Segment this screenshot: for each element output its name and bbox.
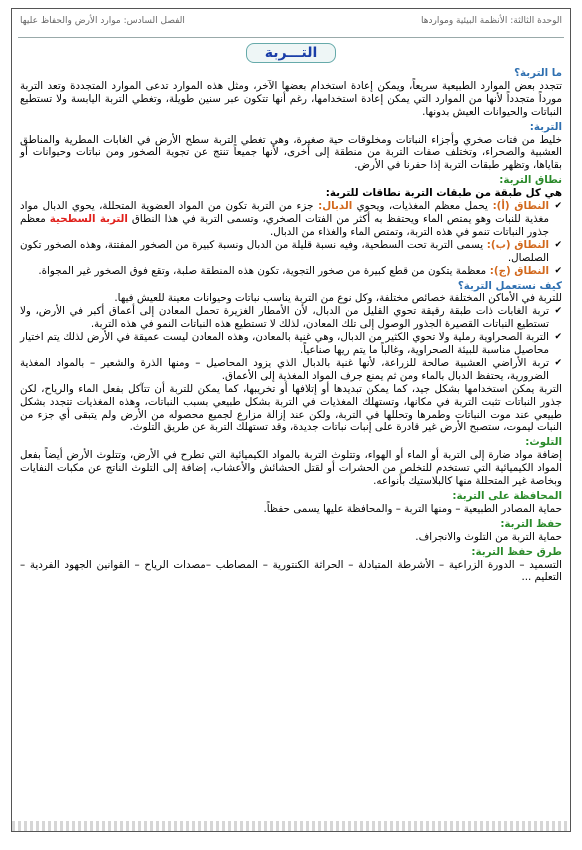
zones-intro: هي كل طبقة من طبقات التربة نطاقات للتربة: bbox=[325, 187, 562, 200]
pollution-text: إضافة مواد ضارة إلى التربة أو الماء أو الهواء، وتتلوث التربة بالمواد الكيميائية التي تطرح في الأرض، وتتلوث الأرض أيضاً بفعل المواد الكيميائية التي تستخدم للتخلص من الحشرات أو لقتل الحشائش والأعشاب، إضافة إلى التلوث الناتج عن مكبات النفايات وبخاصة غير المتحللة منها كالبلاستيك بأنواعه. bbox=[20, 449, 562, 488]
zone-a-text1: يحمل معظم المغذيات، ويحوي bbox=[352, 200, 488, 213]
list-item bbox=[20, 239, 562, 265]
soil-heading: التربة: bbox=[529, 120, 562, 133]
methods-heading: طرق حفظ التربة: bbox=[471, 545, 562, 558]
topsoil-term: التربة السطحية bbox=[49, 212, 128, 225]
usage-list bbox=[20, 305, 562, 382]
title-box bbox=[12, 42, 570, 63]
zones-heading: نطاق التربة: bbox=[499, 174, 562, 187]
what-is-text: تتجدد بعض الموارد الطبيعية سريعاً، ويمكن إعادة استخدام بعضها الآخر، ومثل هذه الموارد تدعى الموارد المتجددة وتعد التربة مورداً متجدداً لأنها من الموارد التي يمكن إعادة استخدامها، رغم أنها تتكون عبر سنين طويلة، وتغطي التربة اليابسة ولا تستطيع النباتات والحيوانات العيش بدونها. bbox=[20, 79, 562, 118]
zone-a-label: النطاق (أ): bbox=[487, 200, 549, 213]
page-header bbox=[18, 13, 564, 38]
page-title: التـــربة bbox=[246, 43, 337, 63]
unit-title: الوحدة الثالثة: الأنظمة البيئية ومواردها bbox=[421, 16, 562, 26]
worksheet-page bbox=[11, 8, 571, 832]
border-ornament bbox=[12, 821, 570, 831]
conservation-heading: حفظ التربة: bbox=[500, 517, 562, 530]
zone-b-text: يسمى التربة تحت السطحية، وفيه نسبة قليلة من الدبال ونسبة كبيرة من الصخور المفتتة، وهذه الصخور تكون الصلصال. bbox=[20, 238, 549, 264]
list-item bbox=[20, 265, 562, 278]
humus-term: الدبال: bbox=[313, 200, 353, 213]
zone-a-text2: جزء من التربة تكون من المواد العضوية المتحللة، يحوي الدبال مواد مغذية للنبات وهو يمتص الماء ويحتفظ به أكثر من الفتات الصخري، وتسمى التربة في هذا النطاق bbox=[20, 200, 549, 225]
pollution-heading: التلوث: bbox=[525, 436, 562, 449]
zones-list bbox=[20, 200, 562, 277]
usage-heading: كيف نستعمل التربة؟ bbox=[457, 279, 562, 292]
list-item: ✔ التربة الصحراوية رملية ولا تحوي الكثير من الدبال، وهي غنية بالمعادن، وهذه المعادن ليست عميقة في الأرض لذلك يتم اختيار محاصيل مناسبة للبيئة الصحراوية، وغالباً ما يتم ريها صناعياً. bbox=[20, 331, 562, 357]
list-item bbox=[20, 200, 562, 239]
content bbox=[12, 67, 570, 584]
zone-a-text3: معظم جذور النباتات تنمو في هذه التربة، وتمتص الماء والغذاء من الدبال. bbox=[20, 212, 549, 238]
list-item: ✔ تربة الأراضي العشبية صالحة للزراعة، لأنها غنية بالدبال الذي يزود المحاصيل – ومنها الذرة والشعير – بالمواد المغذية الضرورية، يحتفظ الدبال بالماء ومن ثم يمنع جرف المواد المغذية إلى الأعماق. bbox=[20, 357, 562, 383]
zone-c-label: النطاق (ج): bbox=[486, 264, 549, 277]
soil-text: خليط من فتات صخري وأجزاء النباتات ومخلوقات حية صغيرة، وهي تغطي التربة سطح الأرض في الغابات المطرية والمناطق العشبية والصحراء، وتختلف صفات التربة من منطقة إلى أخرى، لأنها جميعاً تنتج عن تجوية الصخور ومن نباتات وحيوانات أو بقاياها، وتظهر طبقات التربة إذا حفرنا في الأرض. bbox=[20, 133, 562, 172]
preserve-text: حماية المصادر الطبيعية – ومنها التربة – والمحافظة عليها يسمى حفظاً. bbox=[263, 502, 562, 515]
chapter-title: الفصل السادس: موارد الأرض والحفاظ عليها bbox=[20, 16, 185, 26]
usage-text: التربة يمكن استخدامها بشكل جيد، كما يمكن تبديدها أو إتلافها أو تخريبها، كما يمكن للتربة أن تتآكل بفعل الماء والرياح، لكن جذور النباتات تثبت التربة في مكانها، وتستهلك المغذيات في التربة بشكل طبيعي بسبب النباتات، وهذه المغذيات تتجدد بشكل طبيعي عند موت النباتات وطمرها وتحللها في التربة، ولكن عند إزالة مزارع لجميع محصوله من الأرض ولم يتبقى أي جزء من النبات ليموت، ستصبح الأرض غير قادرة على إنبات نباتات جديدة، وقد تستهلك التربة عن طريق التلوث. bbox=[20, 382, 562, 434]
conservation-text: حماية التربة من التلوث والانجراف. bbox=[415, 530, 562, 543]
list-item: ✔ تربة الغابات ذات طبقة رقيقة تحوي القليل من الدبال، لأن الأمطار الغزيرة تحمل المعادن إلى أعماق أكبر في الأرض، ولا تستطيع النباتات القصيرة الجذور الوصول إلى تلك المعادن، لذلك لا تستطيع هذه النباتات النمو في هذه التربة. bbox=[20, 305, 562, 331]
what-is-heading: ما التربة؟ bbox=[514, 67, 562, 79]
usage-intro: للتربة في الأماكن المختلفة خصائص مختلفة، وكل نوع من التربة يناسب نباتات وحيوانات معينة للعيش فيها. bbox=[114, 292, 562, 305]
zone-c-text: معظمة يتكون من قطع كبيرة من صخور التجوية، تكون هذه المنطقة صلبة، وتقع فوق الصخور غير المجواة. bbox=[38, 264, 487, 277]
zone-b-label: النطاق (ب): bbox=[483, 238, 549, 251]
methods-text: التسميد – الدورة الزراعية – الأشرطة المتبادلة – الحراثة الكنتورية – المصاطب –مصدات الرياح – القوانين الجهود الفردية – التعليم ... bbox=[20, 558, 562, 584]
preserve-heading: المحافظة على التربة: bbox=[452, 490, 562, 502]
